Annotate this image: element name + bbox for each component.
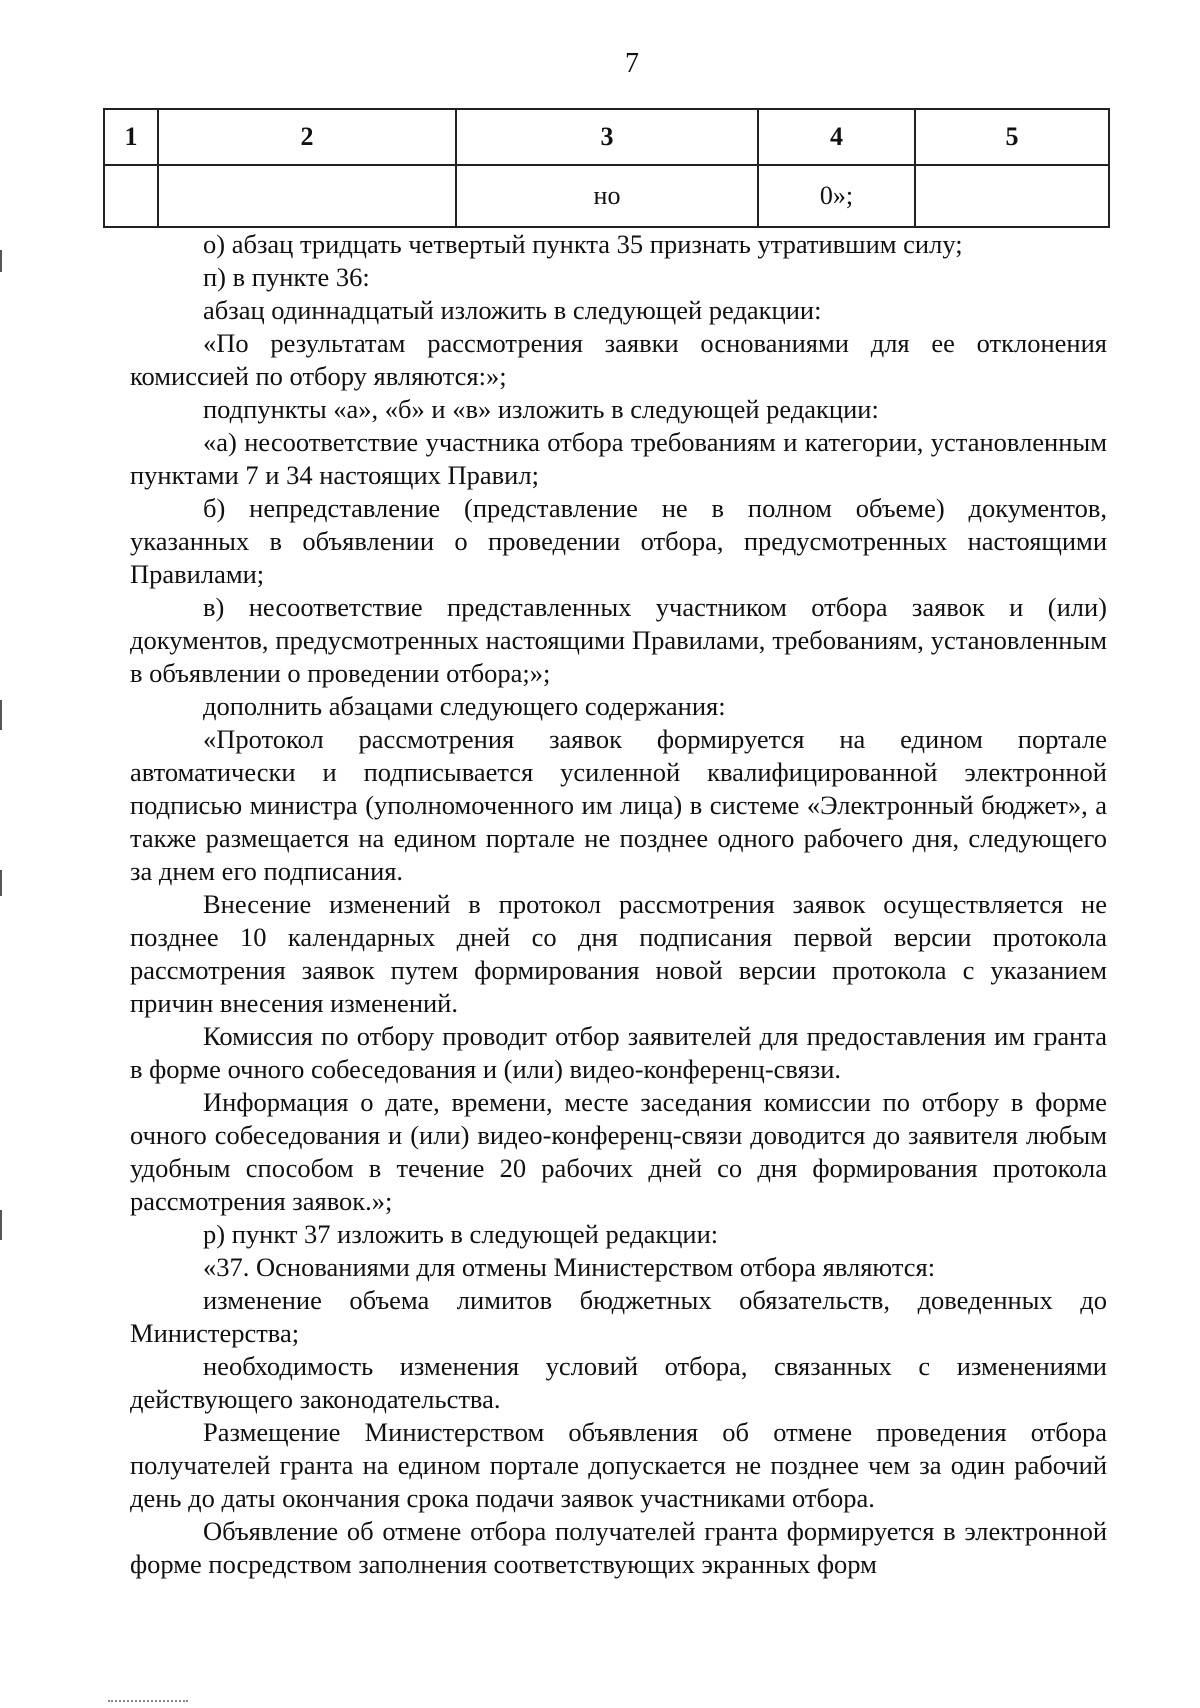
table-cell — [915, 165, 1109, 227]
paragraph: «По результатам рассмотрения заявки основаниями для ее отклонения комиссией по отбору являются:»; — [130, 328, 1107, 391]
scan-edge-mark — [0, 700, 2, 730]
table-row — [104, 165, 1109, 227]
paragraph: Комиссия по отбору проводит отбор заявителей для предоставления им гранта в форме очного собеседования и (или) видео-конференц-связи. — [130, 1021, 1107, 1084]
document-body — [130, 228, 1107, 1581]
paragraph: абзац одиннадцатый изложить в следующей редакции: — [203, 295, 822, 325]
scan-edge-mark — [0, 1210, 2, 1240]
paragraph: подпункты «а», «б» и «в» изложить в следующей редакции: — [203, 394, 879, 424]
table-cell: 0»; — [758, 165, 915, 227]
paragraph: Размещение Министерством объявления об отмене проведения отбора получателей гранта на едином портале допускается не позднее чем за один рабочий день до даты окончания срока подачи заявок участниками отбора. — [130, 1417, 1107, 1513]
paragraph: Внесение изменений в протокол рассмотрения заявок осуществляется не позднее 10 календарных дней со дня подписания первой версии протокола рассмотрения заявок путем формирования новой версии протокола с указанием причин внесения изменений. — [130, 889, 1107, 1018]
paragraph: Объявление об отмене отбора получателей гранта формируется в электронной форме посредством заполнения соответствующих экранных форм — [130, 1516, 1107, 1579]
scan-edge-mark — [0, 870, 2, 896]
table-cell: 2 — [158, 109, 456, 165]
table-cell: 3 — [456, 109, 758, 165]
paragraph: изменение объема лимитов бюджетных обязательств, доведенных до Министерства; — [130, 1285, 1107, 1348]
table-cell — [158, 165, 456, 227]
paragraph: б) непредставление (представление не в полном объеме) документов, указанных в объявлении о проведении отбора, предусмотренных настоящими Правилами; — [130, 493, 1107, 589]
table-cell: 1 — [104, 109, 158, 165]
page-number: 7 — [625, 48, 639, 79]
table-header-row — [104, 109, 1109, 165]
paragraph: необходимость изменения условий отбора, связанных с изменениями действующего законодательства. — [130, 1351, 1107, 1414]
paragraph: п) в пункте 36: — [203, 262, 370, 292]
scan-edge-mark — [0, 250, 2, 272]
paragraph: дополнить абзацами следующего содержания: — [203, 691, 726, 721]
table-cell: но — [456, 165, 758, 227]
paragraph: Информация о дате, времени, месте заседания комиссии по отбору в форме очного собеседования и (или) видео-конференц-связи доводится до заявителя любым удобным способом в течение 20 рабочих дней со дня формирования протокола рассмотрения заявок.»; — [130, 1087, 1107, 1216]
table-cell — [104, 165, 158, 227]
column-number-table — [103, 108, 1110, 228]
paragraph: р) пункт 37 изложить в следующей редакции: — [203, 1219, 719, 1249]
scan-artifact — [108, 1700, 188, 1702]
table-cell: 5 — [915, 109, 1109, 165]
paragraph: «Протокол рассмотрения заявок формируется на едином портале автоматически и подписывается усиленной квалифицированной электронной подписью министра (уполномоченного им лица) в системе «Электронный бюджет», а также размещается на едином портале не позднее одного рабочего дня, следующего за днем его подписания. — [130, 724, 1107, 886]
table-cell: 4 — [758, 109, 915, 165]
paragraph: «а) несоответствие участника отбора требованиям и категории, установленным пунктами 7 и 34 настоящих Правил; — [130, 427, 1107, 490]
paragraph: о) абзац тридцать четвертый пункта 35 признать утратившим силу; — [203, 229, 963, 259]
paragraph: «37. Основаниями для отмены Министерством отбора являются: — [203, 1252, 936, 1282]
paragraph: в) несоответствие представленных участником отбора заявок и (или) документов, предусмотренных настоящими Правилами, требованиям, установленным в объявлении о проведении отбора;»; — [130, 592, 1107, 688]
